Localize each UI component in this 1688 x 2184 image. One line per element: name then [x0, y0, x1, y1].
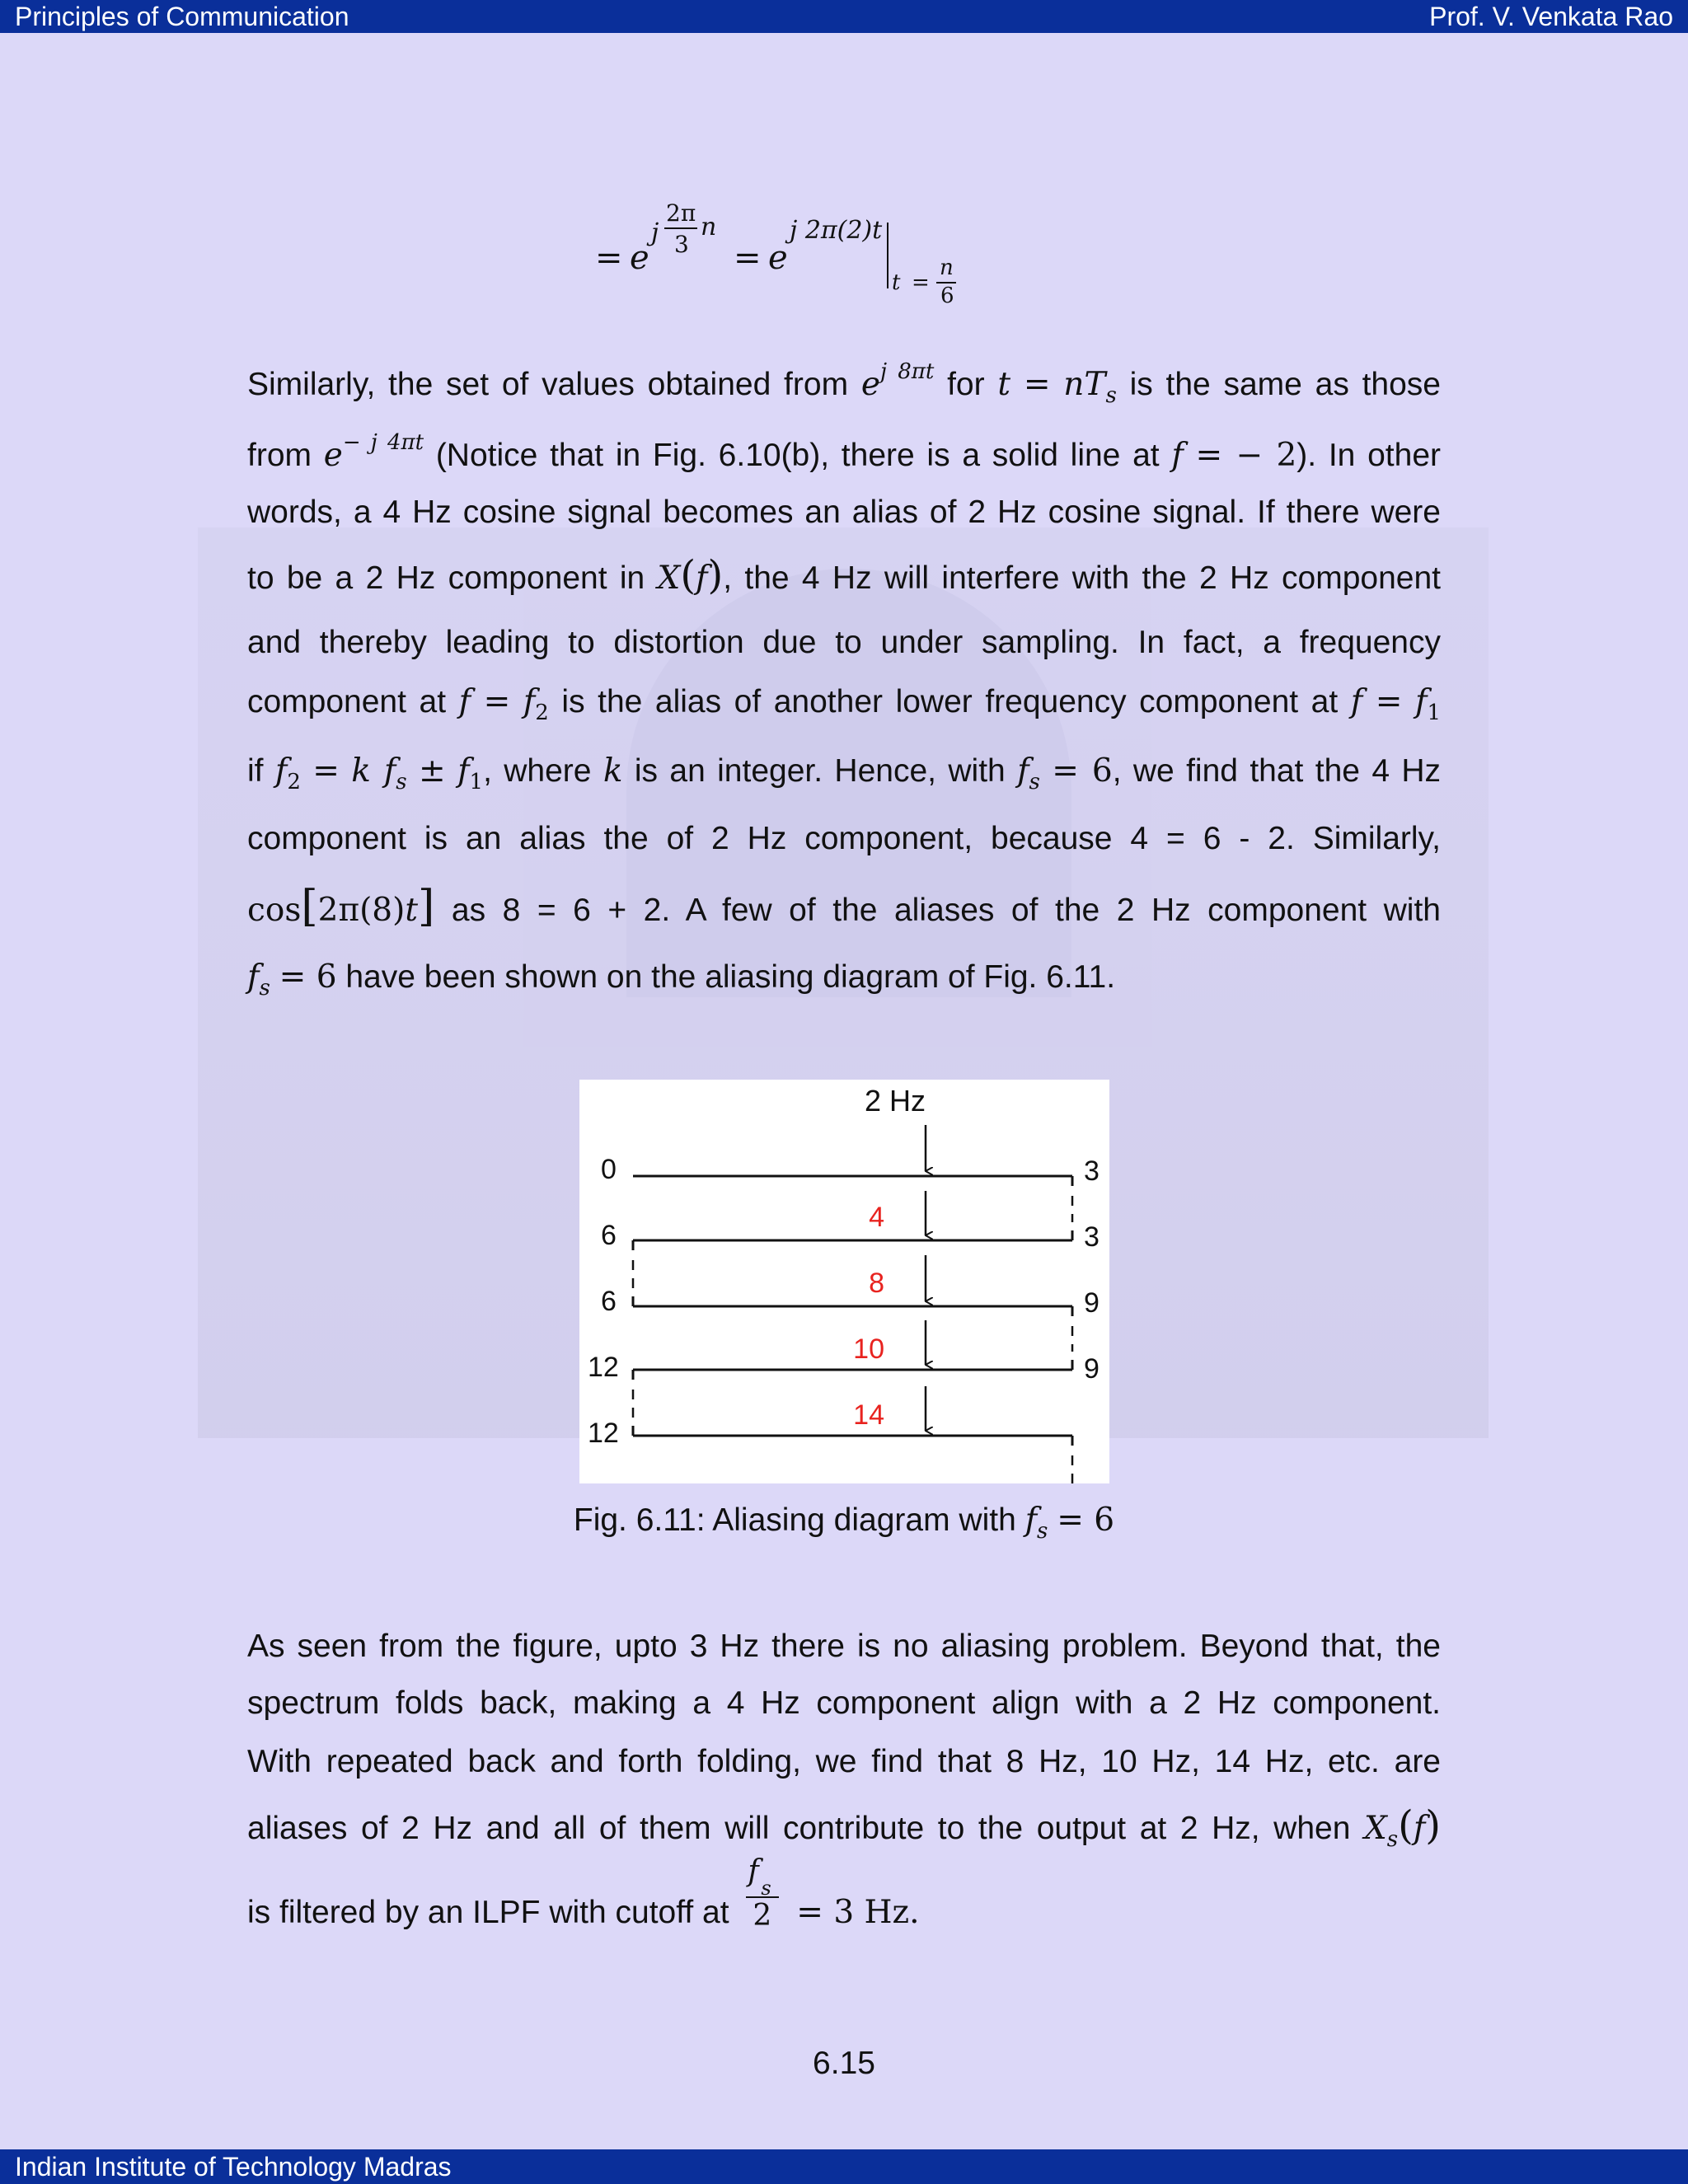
aliasing-diagram: [579, 1080, 1109, 1483]
header-bar: [0, 0, 1688, 33]
left-label: 6: [601, 1286, 617, 1317]
alias-frequency-label: 10: [853, 1333, 884, 1365]
paragraph-folding-explanation: As seen from the figure, upto 3 Hz there is no aliasing problem. Beyond that, the spectrum folds back, making a 4 Hz component align with a 2 Hz component. With repeated back and forth folding, we find that 8 Hz, 10 Hz, 14 Hz, etc. are aliases of 2 Hz and all of them will contribute to the output at 2 Hz, when $X_s(f)$ is filtered by an ILPF with cutoff at f s 2 = 3 Hz.: [247, 1618, 1441, 1966]
course-title: Principles of Communication: [15, 2, 349, 31]
right-label: 3: [1084, 1155, 1100, 1187]
evaluation-bar: [887, 223, 889, 288]
page-number: 6.15: [813, 2046, 875, 2081]
figure-caption: Fig. 6.11: Aliasing diagram with $f_s = 6$: [573, 1502, 1115, 1544]
alias-frequency-label: 8: [869, 1268, 884, 1299]
right-label: 3: [1084, 1221, 1100, 1253]
top-equation: = e j 2π 3 n = e j 2π(2)t t = n 6: [593, 198, 1055, 330]
left-label: 0: [601, 1154, 617, 1185]
institute-name: Indian Institute of Technology Madras: [15, 2152, 452, 2182]
alias-frequency-label: 14: [853, 1399, 884, 1431]
author-name: Prof. V. Venkata Rao: [1429, 2, 1673, 31]
paragraph-aliasing-explanation: Similarly, the set of values obtained from $e^{j 8\pi t}$ for $t = nT_s$ is the same as those from $e^{- j 4\pi t}$ (Notice that in Fig. 6.10(b), there is a solid line at f = − 2). In other words, a 4 Hz cosine signal becomes an alias of 2 Hz cosine signal. If there were to be a 2 Hz component in X(f), the 4 Hz will interfere with the 2 Hz component and thereby leading to distortion due to under sampling. In fact, a frequency component at $f = f_2$ is the alias of another lower frequency component at $f = f_1$ if $f_2 = k$ $f_s \pm f_1$, where k is an integer. Hence, with $f_s = 6$, we find that the 4 Hz component is an alias the of 2 Hz component, because 4 = 6 - 2. Similarly, cos[2π(8)t] as 8 = 6 + 2. A few of the aliases of the 2 Hz component with $f_s = 6$ have been shown on the aliasing diagram of Fig. 6.11.: [247, 359, 1442, 1001]
top-frequency-label: 2 Hz: [864, 1084, 926, 1118]
aliasing-diagram-svg: [579, 1080, 1109, 1483]
footer-bar: [0, 2149, 1688, 2184]
fraction-bar: [664, 227, 697, 229]
left-label: 6: [601, 1220, 617, 1251]
alias-frequency-label: 4: [869, 1202, 884, 1233]
left-label: 12: [588, 1418, 619, 1449]
cutoff-fraction: f s 2: [746, 1890, 779, 1939]
right-label: 9: [1084, 1353, 1100, 1385]
left-label: 12: [588, 1352, 619, 1383]
right-label: 9: [1084, 1287, 1100, 1319]
